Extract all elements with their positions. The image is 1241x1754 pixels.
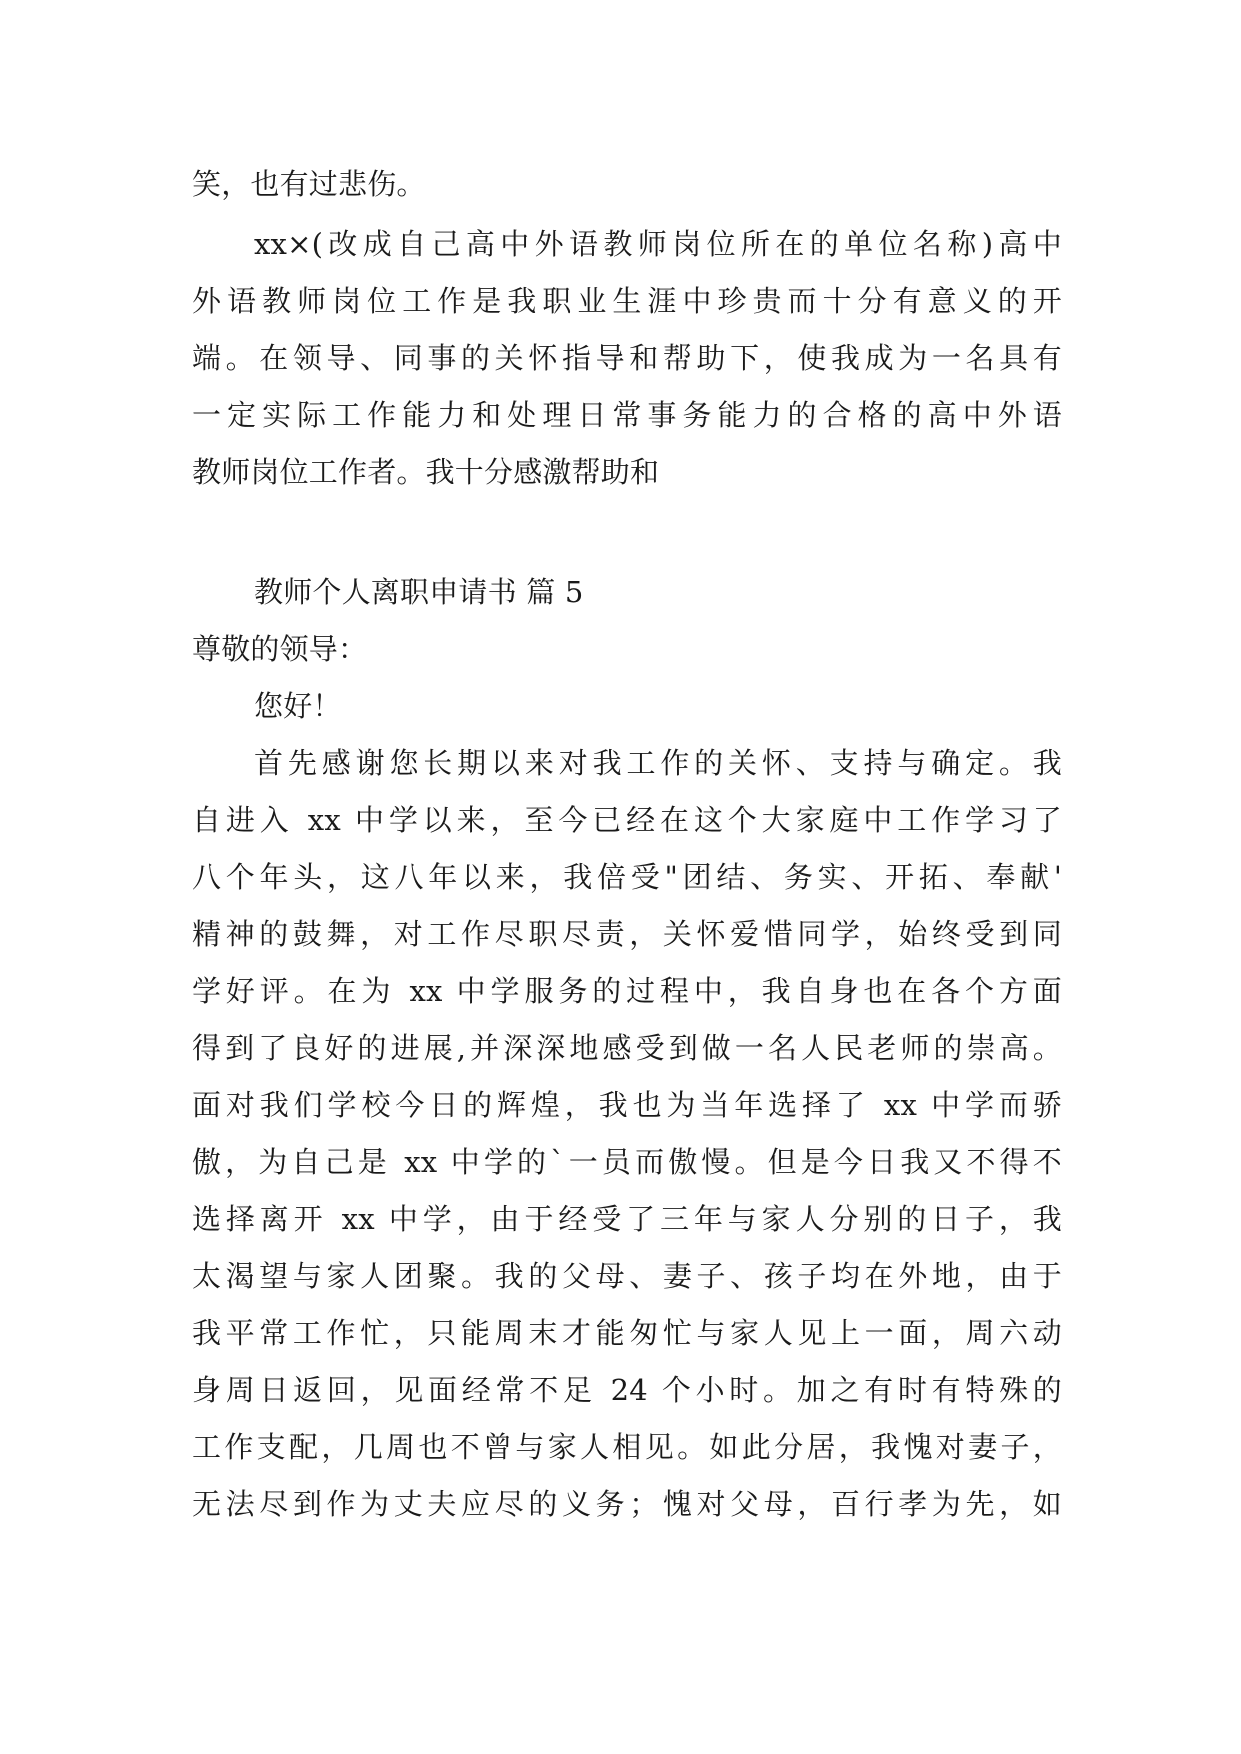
paragraph-line: 首先感谢您长期以来对我工作的关怀、支持与确定。我: [254, 746, 1062, 780]
paragraph-line: 端。在领导、同事的关怀指导和帮助下，使我成为一名具有: [192, 341, 1062, 375]
paragraph-line: 身周日返回，见面经常不足 24 个小时。加之有时有特殊的: [192, 1373, 1062, 1407]
paragraph-line: 八个年头，这八年以来，我倍受"团结、务实、开拓、奉献': [192, 860, 1062, 894]
paragraph-line: 面对我们学校今日的辉煌，我也为当年选择了 xx 中学而骄: [192, 1088, 1062, 1122]
salutation: 尊敬的领导：: [192, 632, 368, 666]
paragraph-line: 外语教师岗位工作是我职业生涯中珍贵而十分有意义的开: [192, 284, 1062, 318]
paragraph-line: 工作支配，几周也不曾与家人相见。如此分居，我愧对妻子，: [192, 1430, 1062, 1464]
paragraph-line: 教师岗位工作者。我十分感激帮助和: [192, 455, 660, 489]
paragraph-line: 无法尽到作为丈夫应尽的义务；愧对父母，百行孝为先，如: [192, 1487, 1062, 1521]
paragraph-line: xx×(改成自己高中外语教师岗位所在的单位名称)高中: [254, 227, 1062, 261]
paragraph-line: 我平常工作忙，只能周末才能匆忙与家人见上一面，周六动: [192, 1316, 1062, 1350]
greeting: 您好！: [254, 689, 342, 723]
section-title: 教师个人离职申请书 篇 5: [254, 575, 584, 609]
paragraph-line: 笑，也有过悲伤。: [192, 167, 426, 201]
paragraph-line: 太渴望与家人团聚。我的父母、妻子、孩子均在外地，由于: [192, 1259, 1062, 1293]
paragraph-line: 自进入 xx 中学以来，至今已经在这个大家庭中工作学习了: [192, 803, 1062, 837]
paragraph-line: 一定实际工作能力和处理日常事务能力的合格的高中外语: [192, 398, 1062, 432]
paragraph-line: 傲，为自己是 xx 中学的`一员而傲慢。但是今日我又不得不: [192, 1145, 1062, 1179]
paragraph-line: 精神的鼓舞，对工作尽职尽责，关怀爱惜同学，始终受到同: [192, 917, 1062, 951]
paragraph-line: 选择离开 xx 中学，由于经受了三年与家人分别的日子，我: [192, 1202, 1062, 1236]
paragraph-line: 得到了良好的进展,并深深地感受到做一名人民老师的崇高。: [192, 1031, 1062, 1065]
paragraph-line: 学好评。在为 xx 中学服务的过程中，我自身也在各个方面: [192, 974, 1062, 1008]
